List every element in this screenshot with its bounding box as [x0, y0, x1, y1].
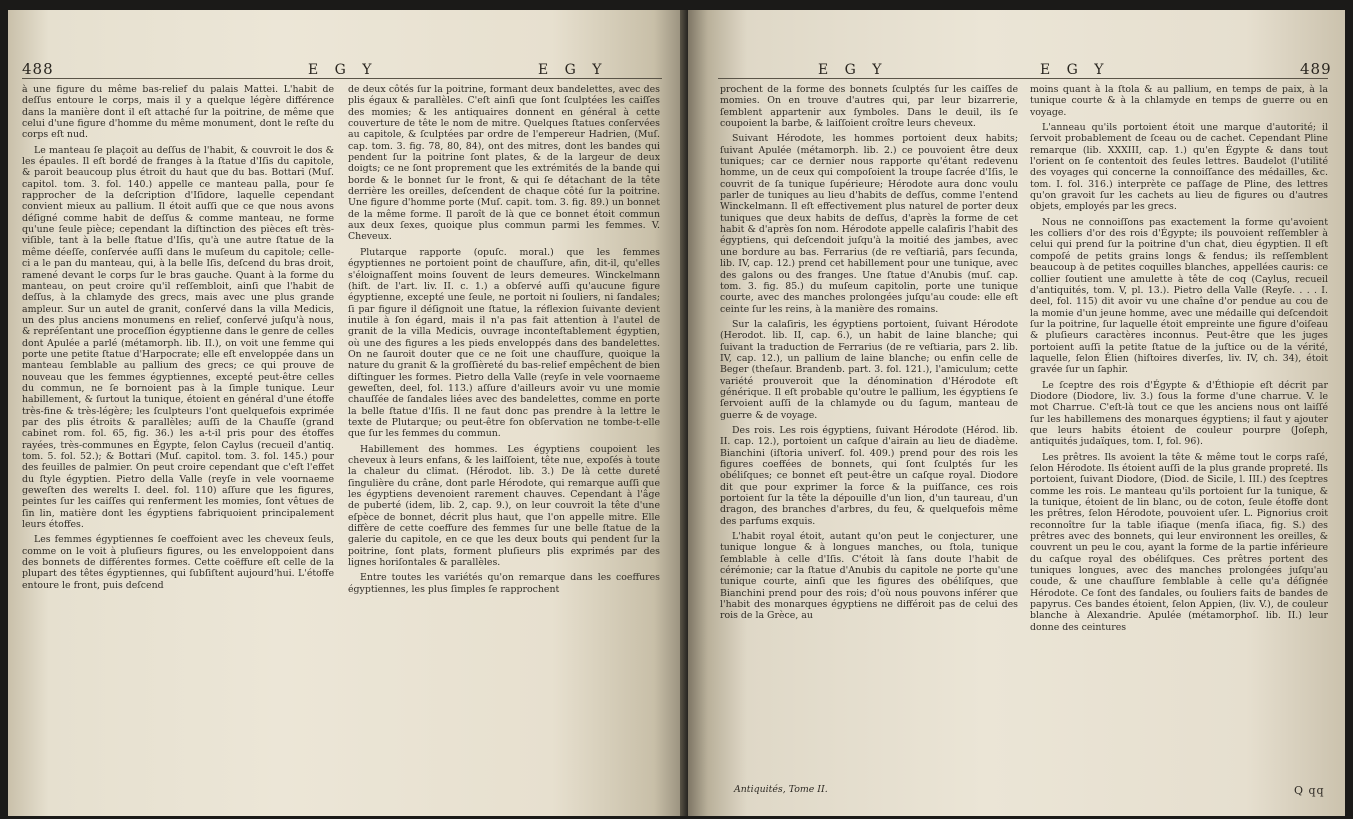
- paragraph: Plutarque rapporte (opuſc. moral.) que les femmes égyptiennes ne portoient point de chauſſure, afin, dit-il, qu'elles s'éloignaſſent moins ſouvent de leurs demeures. Winckelmann (hiſt. de l'art. liv. II. c. 1.) a obſervé auſſi qu'aucune figure égyptienne, excepté une ſeule, ne portoit ni ſouliers, ni ſandales; ſi par figure il déſignoit une ſtatue, la réflexion ſuivante devient inutile à ſon égard, mais il n'a pas fait attention à l'autel de granit de la villa Medicis, ouvrage inconteſtablement égyptien, où une des figures a les pieds enveloppés dans des bandelettes. On ne ſauroit douter que ce ne ſoit une chauſſure, quoique la nature du granit & la groſſièreté du bas-relief empêchent de bien diſtinguer les formes. Pietro della Valle (reyſe in vele voornaeme geweſten, deel, fol. 113.) aſſure d'ailleurs avoir vu une momie chauſſée de ſandales liées avec des bandelettes, comme en porte la belle ſtatue d'Iſis. Il ne faut donc pas prendre à la lettre le texte de Plutarque; ou peut-être fon obſervation ne tombe-t-elle que ſur les femmes du commun.: [348, 246, 660, 440]
- text-column-1: [720, 84, 1018, 624]
- running-head-right: E G Y: [1040, 62, 1110, 78]
- signature-mark: Q qq: [1294, 784, 1325, 797]
- running-head-right: E G Y: [538, 62, 608, 78]
- paragraph: L'anneau qu'ils portoient étoit une marque d'autorité; il ſervoit probablement de ſceau ou de cachet. Cependant Pline remarque (lib. XXXIII, cap. 1.) qu'en Égypte & dans tout l'orient on ſe contentoit des ſeules lettres. Baudelot (l'utilité des voyages qui concerne la connoiſſance des médailles, &c. tom. I. fol. 316.) interprète ce paſſage de Pline, des lettres qu'on gravoit ſur les cachets au lieu de figures ou d'autres objets, employés par les grecs.: [1030, 122, 1328, 213]
- header-rule: [718, 78, 1328, 79]
- page-number: 489: [1300, 60, 1332, 78]
- paragraph: Nous ne connoiſſons pas exactement la forme qu'avoient les colliers d'or des rois d'Égypte; ils pouvoient reſſembler à celui qui prend ſur la poitrine d'un chat, dieu égyptien. Il eſt compoſé de petits grains longs & fendus; ils reſſemblent beaucoup à de petites coquilles blanches, appellées cauris: ce collier ſoutient une amulette à tête de coq (Caylus, recueil d'antiquités, tom. V, pl. 13.). Pietro della Valle (Reyſe. . . . I. deel, fol. 115) dit avoir vu une chaîne d'or pendue au cou de la momie d'un jeune homme, avec une médaille qui deſcendoit ſur la poitrine, ſur laquelle étoit empreinte une figure d'oiſeau & pluſieurs caractères inconnus. Peut-être que les juges portoient auſſi la petite ſtatue de la juſtice ou de la vérité, laquelle, ſelon Élien (hiſtoires diverſes, liv. IV, ch. 34), étoit gravée ſur un ſaphir.: [1030, 216, 1328, 376]
- right-page: [688, 10, 1345, 816]
- paragraph: prochent de la forme des bonnets ſculptés ſur les caiſſes de momies. On en trouve d'autres qui, par leur bizarrerie, ſemblent appartenir aux ſymboles. Dans le deuil, ils ſe coupoient la barbe, & laiſſoient croître leurs cheveux.: [720, 84, 1018, 130]
- text-column-2: [348, 84, 660, 597]
- header-rule: [22, 78, 662, 79]
- paragraph: Des rois. Les rois égyptiens, ſuivant Hérodote (Hérod. lib. II. cap. 12.), portoient un caſque d'airain au lieu de diadème. Bianchini (iſtoria univerſ. fol. 409.) prend pour des rois les figures coeffées de bonnets, qui ſont ſculptés ſur les obéliſques; ce bonnet eſt peut-être un caſque royal. Diodore dit que pour exprimer la force & la puiſſance, ces rois portoient ſur la tête la dépouille d'un lion, d'un taureau, d'un dragon, des branches d'arbres, du feu, & quelquefois même des parfums exquis.: [720, 424, 1018, 527]
- paragraph: Sur la calaſiris, les égyptiens portoient, ſuivant Hérodote (Herodot. lib. II, cap. 6.), un habit de laine blanche; qui ſuivant la traduction de Ferrarius (de re veſtiaria, pars 2. lib. IV, cap. 12.), un pallium de laine blanche; ou enfin celle de Beger (theſaur. Brandenb. part. 3. fol. 121.), l'amiculum; cette variété prouveroit que la dénomination d'Hérodote eſt générique. Il eſt probable qu'outre le pallium, les égyptiens ſe ſervoient auſſi de la chlamyde ou du ſagum, manteau de guerre & de voyage.: [720, 318, 1018, 421]
- paragraph: Entre toutes les variétés qu'on remarque dans les coeffures égyptiennes, les plus ſimples ſe rapprochent: [348, 572, 660, 595]
- paragraph: Le manteau ſe plaçoit au deſſus de l'habit, & couvroit le dos & les épaules. Il eſt bordé de franges à la ſtatue d'Iſis du capitole, & paroit beaucoup plus étroit du haut que du bas. Bottari (Muſ. capitol. tom. 3. fol. 140.) appelle ce manteau palla, pour ſe rapprocher de la deſcription d'Iſidore, laquelle cependant convient mieux au pallium. Il étoit auſſi que ce que nous avons déſigné comme habit de deſſus & comme manteau, ne forme qu'une ſeule pièce; cependant la diſtinction des pièces eſt très-viſible, tant à la belle ſtatue d'Iſis, qu'à une autre ſtatue de la même déeſſe, conſervée auſſi dans le muſeum du capitole; celle-ci a le pan du manteau, qui, à la belle Iſis, deſcend du bras droit, ramené devant le corps ſur le bras gauche. Quant à la forme du manteau, on peut croire qu'il reſſembloit, ainſi que l'habit de deſſus, à la chlamyde des grecs, mais avec une plus grande ampleur. Sur un autel de granit, conſervé dans la villa Medicis, un des plus anciens monumens en relief, conſervé juſqu'à nous, & repréſentant une proceſſion égyptienne dans le genre de celles dont Apulée a parlé (métamorph. lib. II.), on voit une femme qui porte une petite ſtatue d'Harpocrate; elle eſt enveloppée dans un manteau ſemblable au pallium des grecs; ce qui prouve de nouveau que les femmes égyptiennes, excepté peut-être celles du commun, ne ſe bornoient pas à la ſimple tunique. Leur habillement, & ſurtout la tunique, étoient en général d'une étoffe très-fine & très-légère; les ſculpteurs l'ont quelquefois exprimée par des plis étroits & parallèles; auſſi de la Chauſſe (grand cabinet rom. fol. 65, fig. 36.) les a-t-il pris pour des étoffes rayées, très-communes en Égypte, ſelon Caylus (recueil d'antiq. tom. 5. fol. 52.); & Bottari (Muſ. capitol. tom. 3. fol. 145.) pour des feuilles de palmier. On peut croire cependant que c'eſt l'effet du ſtyle égyptien. Pietro della Valle (reyſe in vele voornaeme geweſten des werelts I. deel. fol. 110) aſſure que les figures, peintes ſur les caiſſes qui renferment les momies, ſont vêtues de ſin lin, matière dont les égyptiens fabriquoient principalement leurs étoffes.: [22, 144, 334, 531]
- paragraph: Le ſceptre des rois d'Égypte & d'Éthiopie eſt décrit par Diodore (Diodore, liv. 3.) ſous la forme d'une charrue. V. le mot Charrue. C'eſt-là tout ce que les anciens nous ont laiſſé ſur les habillemens des monarques égyptiens; il faut y ajouter que leurs habits étoient de couleur pourpre (Joſeph, antiquités judaïques, tom. I, fol. 96).: [1030, 379, 1328, 448]
- paragraph: Les femmes égyptiennes ſe coeffoient avec les cheveux ſeuls, comme on le voit à pluſieurs figures, ou les enveloppoient dans des bonnets de différentes formes. Cette coëffure eſt celle de la plupart des têtes égyptiennes, qui ſubſiſtent aujourd'hui. L'étoffe entoure le front, puis deſcend: [22, 534, 334, 591]
- paragraph: moins quant à la ſtola & au pallium, en temps de paix, à la tunique courte & à la chlamyde en temps de guerre ou en voyage.: [1030, 84, 1328, 118]
- running-head-left: E G Y: [818, 62, 888, 78]
- paragraph: Les prêtres. Ils avoient la tête & même tout le corps raſé, ſelon Hérodote. Ils étoient auſſi de la plus grande propreté. Ils portoient, ſuivant Diodore, (Diod. de Sicile, l. III.) des ſceptres comme les rois. Le manteau qu'ils portoient ſur la tunique, & la tunique, étoient de lin blanc, ou de coton, ſeule étoffe dont les prêtres, ſelon Hérodote, pouvoient uſer. L. Pignorius croit reconnoître ſur la table iſiaque (menſa iſiaca, fig. S.) des prêtres avec des bonnets, qui leur environnent les oreilles, & couvrent un peu le cou, ayant la forme de la partie inférieure du caſque royal des obéliſques. Ces prêtres portent des tuniques longues, avec des manches prolongées juſqu'au coude, & une chauſſure ſemblable à celle qu'a déſignée Hérodote. Ce ſont des ſandales, ou ſouliers faits de bandes de papyrus. Ces bandes étoient, ſelon Appien, (liv. V.), de couleur blanche à Alexandrie. Apulée (métamorphoſ. lib. II.) leur donne des ceintures: [1030, 451, 1328, 633]
- paragraph: L'habit royal étoit, autant qu'on peut le conjecturer, une tunique longue & à longues manches, ou ſtola, tunique ſemblable à celle d'Iſis. C'étoit là ſans doute l'habit de cérémonie; car la ſtatue d'Anubis du capitole ne porte qu'une tunique courte, ainſi que les figures des obéliſques, que Bianchini prend pour des rois; d'où nous pouvons inférer que l'habit des monarques égyptiens ne différoit pas de celui des rois de la Grèce, au: [720, 531, 1018, 622]
- paragraph: de deux côtés ſur la poitrine, formant deux bandelettes, avec des plis égaux & parallèles. C'eſt ainſi que ſont ſculptées les caiſſes des momies; & les antiquaires donnent en général à cette couverture de tête le nom de mitre. Quelques ſtatues conſervées au capitole, & ſculptées par ordre de l'empereur Hadrien, (Muſ. cap. tom. 3. fig. 78, 80, 84), ont des mitres, dont les bandes qui pendent ſur la poitrine ſont plates, & de la largeur de deux doigts; ce ne ſont proprement que les extrémités de la bande qui borde & le bonnet ſur le front, & qui ſe détachant de la tête derrière les oreilles, deſcendent de chaque côté ſur la poitrine. Une figure d'homme porte (Muſ. capit. tom. 3. fig. 89.) un bonnet de la même forme. Il paroît de là que ce bonnet étoit commun aux deux ſexes, quoique plus commun parmi les femmes. V. Cheveux.: [348, 84, 660, 243]
- paragraph: Suivant Hérodote, les hommes portoient deux habits; ſuivant Apulée (métamorph. lib. 2.) ce pouvoient être deux tuniques; car ce dernier nous rapporte qu'étant redevenu homme, un de ceux qui compoſoient la troupe ſacrée d'Iſis, le couvrit de ſa tunique ſupérieure; Hérodote aura donc voulu parler de tuniques au lieu d'habits de deſſus, comme l'entend Winckelmann. Il eſt effectivement plus naturel de porter deux tuniques que deux habits de deſſus, d'après la forme de cet habit & d'après ſon nom. Hérodote appelle calaſiris l'habit des égyptiens, qui deſcendoit juſqu'à la moitié des jambes, avec une bordure au bas. Ferrarius (de re veſtiariâ, pars ſecunda, lib. IV, cap. 12.) prend cet habillement pour une tunique, avec des galons ou des franges. Une ſtatue d'Anubis (muſ. cap. tom. 3. fig. 85.) du muſeum capitolin, porte une tunique courte, avec des manches prolongées juſqu'au coude: elle eſt ceinte ſur les reins, à la manière des romains.: [720, 133, 1018, 315]
- page-number: 488: [22, 60, 54, 78]
- paragraph: Habillement des hommes. Les égyptiens coupoient les cheveux à leurs enfans, & les laiſſoient, tête nue, expoſés à toute la chaleur du climat. (Hérodot. lib. 3.) De là cette dureté ſingulière du crâne, dont parle Hérodote, qui remarque auſſi que les égyptiens devenoient rarement chauves. Cependant à l'âge de puberté (idem, lib. 2, cap. 9.), on leur couvroit la tête d'une eſpèce de bonnet, décrit plus haut, que l'on appelle mitre. Elle diffère de cette coeffure des femmes ſur une belle ſtatue de la galerie du capitole, en ce que les deux bouts qui pendent ſur la poitrine, ſont plats, forment pluſieurs plis exprimés par des lignes horiſontales & parallèles.: [348, 443, 660, 569]
- text-column-1: [22, 84, 334, 593]
- volume-footer: Antiquités, Tome II.: [734, 784, 828, 795]
- paragraph: à une figure du même bas-relief du palais Mattei. L'habit de deſſus entoure le corps, mais il y a quelque légère différence dans la manière dont il eſt attaché ſur la poitrine, de même que celui d'une figure d'homme du même monument, dont le reſte du corps eſt nud.: [22, 84, 334, 141]
- running-head-left: E G Y: [308, 62, 378, 78]
- left-page: [8, 10, 688, 816]
- text-column-2: [1030, 84, 1328, 635]
